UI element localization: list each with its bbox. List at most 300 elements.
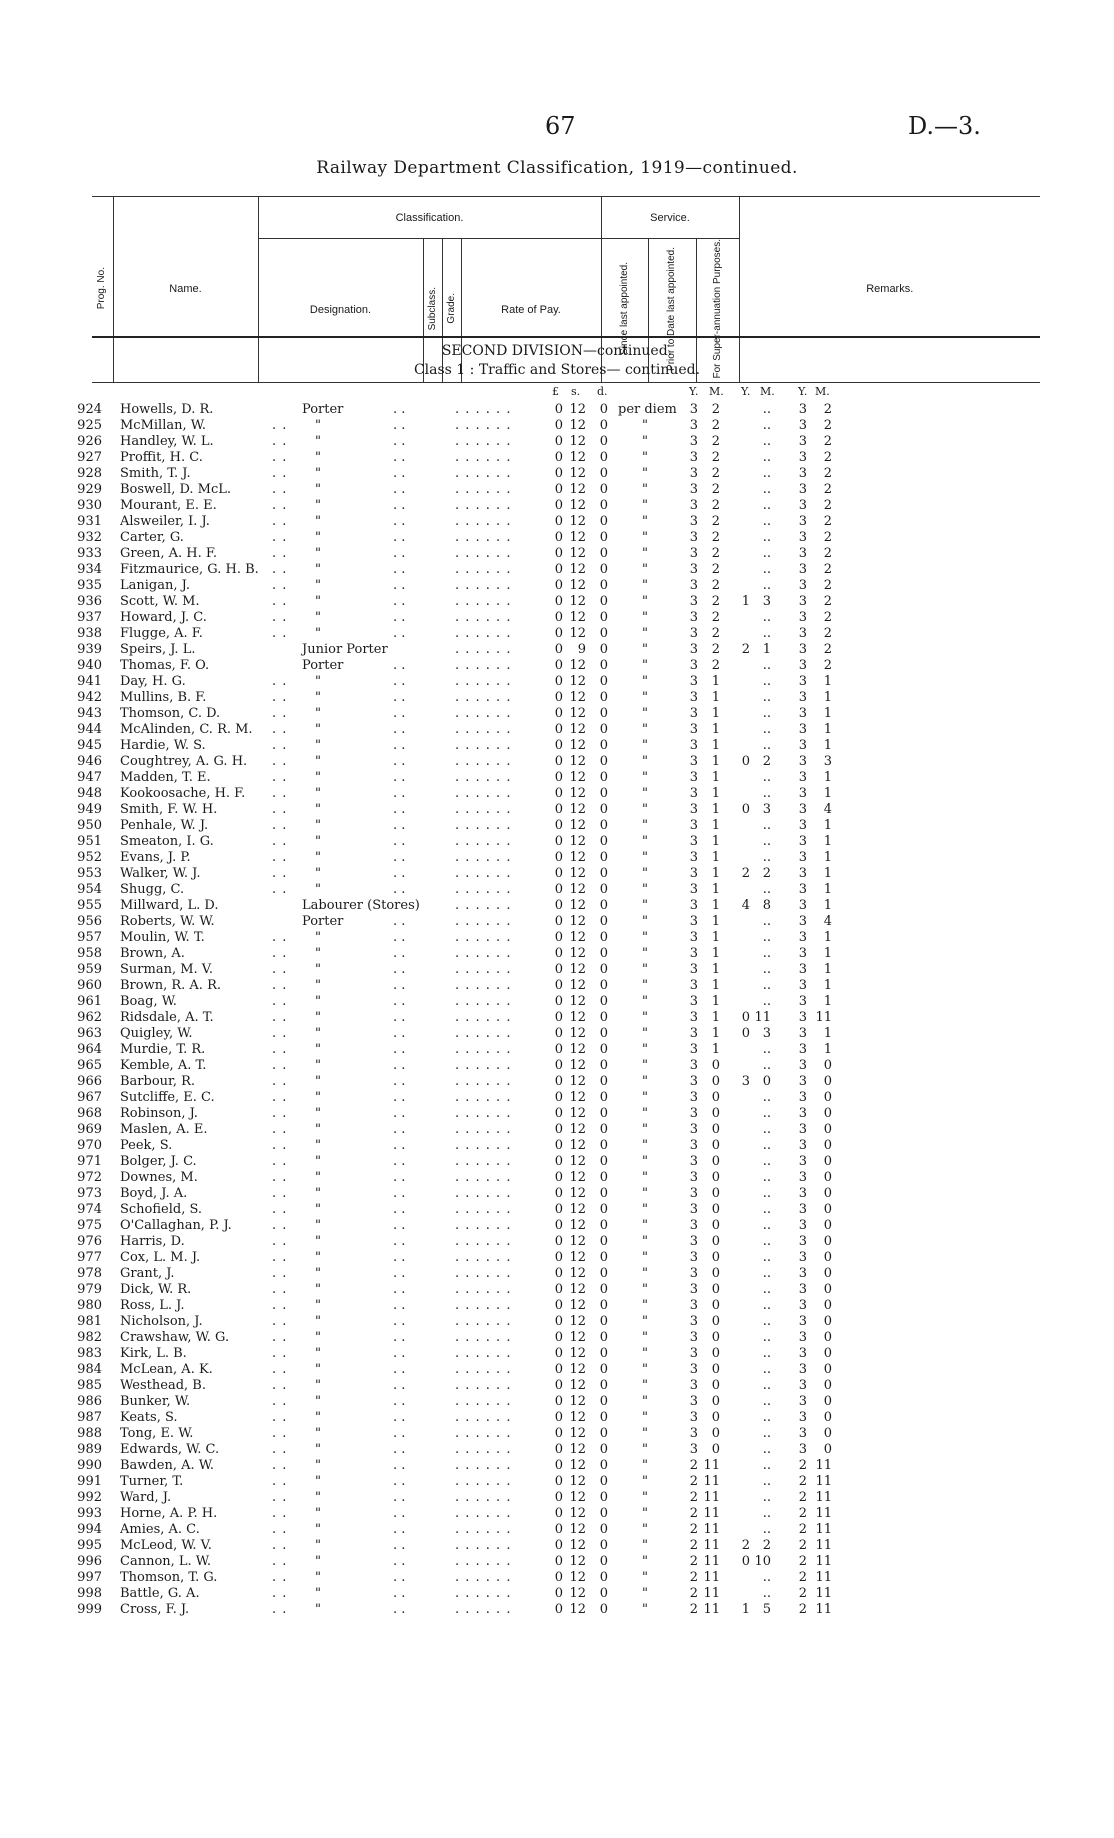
table-row	[0, 450, 1114, 466]
designation: "	[315, 498, 321, 513]
leader-dots: . .	[393, 434, 406, 449]
pay-pence: 0	[599, 514, 608, 529]
pay-pounds: 0	[554, 1298, 563, 1313]
prior-months: ..	[762, 1458, 771, 1473]
leader-dots: . .	[393, 706, 406, 721]
super-years: 2	[798, 1538, 807, 1553]
pay-pence: 0	[599, 770, 608, 785]
super-years: 3	[798, 1410, 807, 1425]
designation: "	[315, 578, 321, 593]
since-last-months: 11	[703, 1554, 720, 1569]
leader-dots: . .	[272, 1362, 288, 1377]
prior-months: 3	[762, 594, 771, 609]
super-months: 0	[823, 1090, 832, 1105]
leader-dots: . . . . . .	[455, 1426, 512, 1441]
prior-months: ..	[762, 1218, 771, 1233]
prog-no: 957	[77, 930, 102, 945]
pay-period: "	[642, 1570, 648, 1585]
remarks-header: Remarks.	[739, 197, 1040, 383]
leader-dots: . .	[393, 1026, 406, 1041]
leader-dots: . . . . . .	[455, 770, 512, 785]
designation: "	[315, 1410, 321, 1425]
prior-months: ..	[762, 658, 771, 673]
pay-pounds: 0	[554, 1506, 563, 1521]
leader-dots: . . . . . .	[455, 690, 512, 705]
leader-dots: . .	[272, 1506, 288, 1521]
designation: "	[315, 450, 321, 465]
since-last-years: 3	[689, 578, 698, 593]
leader-dots: . .	[272, 1586, 288, 1601]
prior-months: 11	[754, 1010, 771, 1025]
leader-dots: . . . . . .	[455, 1442, 512, 1457]
leader-dots: . . . . . .	[455, 834, 512, 849]
designation: "	[315, 1282, 321, 1297]
prog-no: 967	[77, 1090, 102, 1105]
since-last-years: 3	[689, 1042, 698, 1057]
since-last-months: 1	[711, 866, 720, 881]
since-last-months: 11	[703, 1522, 720, 1537]
table-row	[0, 1490, 1114, 1506]
since-last-months: 1	[711, 994, 720, 1009]
prior-months: ..	[762, 786, 771, 801]
leader-dots: . . . . . .	[455, 578, 512, 593]
leader-dots: . .	[393, 1570, 406, 1585]
pay-pence: 0	[599, 1282, 608, 1297]
staff-name: Edwards, W. C.	[120, 1442, 220, 1457]
table-row	[0, 1218, 1114, 1234]
pay-pence: 0	[599, 866, 608, 881]
leader-dots: . . . . . .	[455, 802, 512, 817]
pay-pounds: 0	[554, 978, 563, 993]
pay-pence: 0	[599, 802, 608, 817]
pay-period: "	[642, 1266, 648, 1281]
prog-no: 947	[77, 770, 102, 785]
prior-months: 3	[762, 1026, 771, 1041]
since-last-years: 3	[689, 882, 698, 897]
pay-period: "	[642, 450, 648, 465]
since-last-years: 3	[689, 994, 698, 1009]
prog-no: 995	[77, 1538, 102, 1553]
years-unit: Y.	[689, 385, 699, 398]
superannuation-header: For Super-annuation Purposes.	[696, 239, 739, 383]
super-years: 3	[798, 690, 807, 705]
designation-header: Designation.	[258, 239, 423, 383]
table-row	[0, 1314, 1114, 1330]
pay-period: "	[642, 1154, 648, 1169]
leader-dots: . .	[393, 514, 406, 529]
leader-dots: . . . . . .	[455, 1010, 512, 1025]
super-months: 0	[823, 1234, 832, 1249]
super-months: 1	[823, 898, 832, 913]
super-months: 2	[823, 610, 832, 625]
super-months: 1	[823, 674, 832, 689]
pay-shillings: 12	[569, 898, 586, 913]
leader-dots: . . . . . .	[455, 786, 512, 801]
service-header: Service.	[601, 197, 739, 239]
staff-name: Ross, L. J.	[120, 1298, 185, 1313]
table-row	[0, 1362, 1114, 1378]
pay-pence: 0	[599, 1394, 608, 1409]
super-years: 3	[798, 626, 807, 641]
prior-months: ..	[762, 450, 771, 465]
super-months: 0	[823, 1346, 832, 1361]
pay-shillings: 12	[569, 962, 586, 977]
pay-pence: 0	[599, 978, 608, 993]
since-last-years: 3	[689, 1154, 698, 1169]
leader-dots: . .	[393, 1346, 406, 1361]
pay-pounds: 0	[554, 1266, 563, 1281]
super-months: 3	[823, 754, 832, 769]
since-last-months: 11	[703, 1570, 720, 1585]
staff-name: Millward, L. D.	[120, 898, 219, 913]
since-last-months: 1	[711, 738, 720, 753]
prior-months: ..	[762, 1170, 771, 1185]
since-last-months: 0	[711, 1298, 720, 1313]
since-last-months: 0	[711, 1314, 720, 1329]
super-years: 3	[798, 882, 807, 897]
super-years: 3	[798, 1282, 807, 1297]
pay-shillings: 12	[569, 1554, 586, 1569]
super-years: 3	[798, 1442, 807, 1457]
prog-no: 972	[77, 1170, 102, 1185]
super-years: 2	[798, 1586, 807, 1601]
prior-months: ..	[762, 882, 771, 897]
super-months: 1	[823, 770, 832, 785]
designation: "	[315, 1234, 321, 1249]
super-years: 2	[798, 1458, 807, 1473]
staff-name: Keats, S.	[120, 1410, 178, 1425]
pay-period: "	[642, 562, 648, 577]
leader-dots: . .	[393, 1522, 406, 1537]
pay-shillings: 12	[569, 1026, 586, 1041]
prior-months: ..	[762, 466, 771, 481]
prog-no: 941	[77, 674, 102, 689]
designation: "	[315, 1042, 321, 1057]
super-years: 3	[798, 1122, 807, 1137]
pay-pence: 0	[599, 1298, 608, 1313]
prior-months: ..	[762, 1282, 771, 1297]
leader-dots: . .	[272, 1026, 288, 1041]
pay-pence: 0	[599, 1602, 608, 1617]
leader-dots: . .	[272, 1426, 288, 1441]
leader-dots: . .	[393, 770, 406, 785]
since-last-months: 1	[711, 706, 720, 721]
pay-pounds: 0	[554, 1586, 563, 1601]
pay-pounds: 0	[554, 1058, 563, 1073]
since-last-months: 11	[703, 1458, 720, 1473]
pay-pence: 0	[599, 786, 608, 801]
pay-period: "	[642, 1026, 648, 1041]
since-last-years: 3	[689, 1090, 698, 1105]
prog-no: 985	[77, 1378, 102, 1393]
super-years: 3	[798, 402, 807, 417]
leader-dots: . . . . . .	[455, 706, 512, 721]
designation: "	[315, 482, 321, 497]
super-years: 3	[798, 1362, 807, 1377]
pay-period: "	[642, 962, 648, 977]
staff-name: Thomson, T. G.	[120, 1570, 218, 1585]
designation: "	[315, 1186, 321, 1201]
leader-dots: . .	[393, 1154, 406, 1169]
super-months: 0	[823, 1378, 832, 1393]
super-months: 0	[823, 1138, 832, 1153]
prior-months: ..	[762, 1506, 771, 1521]
leader-dots: . .	[393, 658, 406, 673]
designation: "	[315, 1010, 321, 1025]
super-years: 3	[798, 482, 807, 497]
since-last-months: 11	[703, 1602, 720, 1617]
pay-pounds: 0	[554, 962, 563, 977]
super-months: 2	[823, 498, 832, 513]
designation: "	[315, 770, 321, 785]
leader-dots: . .	[393, 626, 406, 641]
pay-period: "	[642, 1282, 648, 1297]
pay-pounds: 0	[554, 1602, 563, 1617]
staff-name: Amies, A. C.	[120, 1522, 200, 1537]
staff-name: Turner, T.	[120, 1474, 184, 1489]
since-last-months: 1	[711, 962, 720, 977]
staff-name: Fitzmaurice, G. H. B.	[120, 562, 259, 577]
super-months: 1	[823, 738, 832, 753]
staff-name: Roberts, W. W.	[120, 914, 215, 929]
leader-dots: . .	[393, 1250, 406, 1265]
super-months: 1	[823, 1026, 832, 1041]
pay-shillings: 12	[569, 1282, 586, 1297]
prior-months: 2	[762, 1538, 771, 1553]
prog-no: 962	[77, 1010, 102, 1025]
super-months: 1	[823, 690, 832, 705]
since-last-years: 3	[689, 850, 698, 865]
super-years: 3	[798, 1250, 807, 1265]
leader-dots: . . . . . .	[455, 914, 512, 929]
prior-months: ..	[762, 994, 771, 1009]
staff-name: Alsweiler, I. J.	[120, 514, 210, 529]
since-last-years: 3	[689, 898, 698, 913]
leader-dots: . . . . . .	[455, 1154, 512, 1169]
pay-period: "	[642, 1138, 648, 1153]
pay-pounds: 0	[554, 530, 563, 545]
designation: "	[315, 546, 321, 561]
pay-pounds: 0	[554, 994, 563, 1009]
pay-pounds: 0	[554, 610, 563, 625]
pay-pence: 0	[599, 434, 608, 449]
since-last-months: 11	[703, 1490, 720, 1505]
since-last-years: 3	[689, 866, 698, 881]
pay-period: "	[642, 1474, 648, 1489]
since-last-months: 11	[703, 1474, 720, 1489]
prog-no: 955	[77, 898, 102, 913]
leader-dots: . .	[272, 626, 288, 641]
prog-no: 943	[77, 706, 102, 721]
designation: "	[315, 866, 321, 881]
since-last-months: 0	[711, 1330, 720, 1345]
prior-years: 2	[741, 642, 750, 657]
months-unit: M.	[709, 385, 724, 398]
leader-dots: . .	[393, 738, 406, 753]
prior-months: ..	[762, 562, 771, 577]
staff-name: Surman, M. V.	[120, 962, 214, 977]
table-row	[0, 866, 1114, 882]
pay-shillings: 12	[569, 594, 586, 609]
leader-dots: . .	[393, 1442, 406, 1457]
pay-period: "	[642, 690, 648, 705]
prog-no: 956	[77, 914, 102, 929]
pay-period: "	[642, 642, 648, 657]
super-months: 1	[823, 850, 832, 865]
table-row	[0, 738, 1114, 754]
table-row	[0, 1330, 1114, 1346]
super-years: 3	[798, 1026, 807, 1041]
designation: "	[315, 818, 321, 833]
pay-period: "	[642, 578, 648, 593]
leader-dots: . .	[393, 1490, 406, 1505]
pay-pounds: 0	[554, 914, 563, 929]
leader-dots: . .	[272, 1138, 288, 1153]
prior-months: ..	[762, 530, 771, 545]
table-row	[0, 1298, 1114, 1314]
super-years: 3	[798, 642, 807, 657]
table-row	[0, 658, 1114, 674]
staff-name: Sutcliffe, E. C.	[120, 1090, 215, 1105]
leader-dots: . .	[272, 1122, 288, 1137]
pay-pounds: 0	[554, 1234, 563, 1249]
since-last-months: 1	[711, 946, 720, 961]
designation: "	[315, 1538, 321, 1553]
super-months: 1	[823, 946, 832, 961]
since-last-months: 1	[711, 978, 720, 993]
staff-name: Ward, J.	[120, 1490, 172, 1505]
since-last-months: 11	[703, 1506, 720, 1521]
prog-no: 924	[77, 402, 102, 417]
leader-dots: . .	[272, 1090, 288, 1105]
pay-pence: 0	[599, 1458, 608, 1473]
prior-months: 10	[754, 1554, 771, 1569]
leader-dots: . . . . . .	[455, 1330, 512, 1345]
prog-no: 986	[77, 1394, 102, 1409]
pay-shillings: 12	[569, 994, 586, 1009]
prog-no: 963	[77, 1026, 102, 1041]
super-months: 0	[823, 1186, 832, 1201]
leader-dots: . .	[393, 1138, 406, 1153]
prog-no: 996	[77, 1554, 102, 1569]
super-years: 3	[798, 1138, 807, 1153]
pay-period: "	[642, 802, 648, 817]
pay-period: "	[642, 1170, 648, 1185]
leader-dots: . .	[272, 1202, 288, 1217]
pay-period: "	[642, 1122, 648, 1137]
since-last-months: 0	[711, 1106, 720, 1121]
pay-pounds: 0	[554, 722, 563, 737]
super-months: 2	[823, 402, 832, 417]
prior-months: 1	[762, 642, 771, 657]
pay-pounds: 0	[554, 626, 563, 641]
prog-no: 966	[77, 1074, 102, 1089]
pay-pence: 0	[599, 850, 608, 865]
leader-dots: . . . . . .	[455, 1250, 512, 1265]
super-months: 11	[815, 1602, 832, 1617]
leader-dots: . .	[393, 802, 406, 817]
staff-name: Quigley, W.	[120, 1026, 193, 1041]
prog-no: 952	[77, 850, 102, 865]
table-row	[0, 1122, 1114, 1138]
since-last-years: 3	[689, 1202, 698, 1217]
leader-dots: . .	[393, 1426, 406, 1441]
leader-dots: . . . . . .	[455, 754, 512, 769]
super-years: 3	[798, 1330, 807, 1345]
leader-dots: . .	[393, 754, 406, 769]
designation: "	[315, 1106, 321, 1121]
designation: "	[315, 1298, 321, 1313]
staff-name: Mullins, B. F.	[120, 690, 207, 705]
since-last-years: 3	[689, 1442, 698, 1457]
designation: "	[315, 690, 321, 705]
super-years: 3	[798, 754, 807, 769]
leader-dots: . .	[393, 786, 406, 801]
pay-pounds: 0	[554, 866, 563, 881]
staff-name: Bunker, W.	[120, 1394, 191, 1409]
prog-no: 974	[77, 1202, 102, 1217]
super-months: 2	[823, 434, 832, 449]
pay-pence: 0	[599, 1570, 608, 1585]
super-months: 2	[823, 626, 832, 641]
staff-name: Lanigan, J.	[120, 578, 190, 593]
super-months: 11	[815, 1010, 832, 1025]
super-years: 3	[798, 1074, 807, 1089]
prior-years: 4	[741, 898, 750, 913]
prior-months: 2	[762, 866, 771, 881]
pay-pence: 0	[599, 1234, 608, 1249]
prior-months: ..	[762, 434, 771, 449]
leader-dots: . . . . . .	[455, 1522, 512, 1537]
pay-pence: 0	[599, 1186, 608, 1201]
pay-pence: 0	[599, 1202, 608, 1217]
staff-name: Flugge, A. F.	[120, 626, 203, 641]
pay-period: "	[642, 930, 648, 945]
document-reference: D.—3.	[908, 112, 981, 140]
super-years: 3	[798, 1234, 807, 1249]
pay-pounds: 0	[554, 818, 563, 833]
table-row	[0, 642, 1114, 658]
leader-dots: . .	[393, 578, 406, 593]
prog-no: 959	[77, 962, 102, 977]
prog-no: 982	[77, 1330, 102, 1345]
super-years: 3	[798, 562, 807, 577]
prog-no: 971	[77, 1154, 102, 1169]
pay-period: "	[642, 1426, 648, 1441]
staff-name: Walker, W. J.	[120, 866, 201, 881]
designation: "	[315, 514, 321, 529]
prog-no: 978	[77, 1266, 102, 1281]
pay-pence: 0	[599, 674, 608, 689]
super-months: 0	[823, 1362, 832, 1377]
staff-name: Nicholson, J.	[120, 1314, 203, 1329]
staff-name: Madden, T. E.	[120, 770, 211, 785]
designation: "	[315, 834, 321, 849]
prior-years: 0	[741, 754, 750, 769]
leader-dots: . .	[272, 1378, 288, 1393]
since-last-years: 3	[689, 1186, 698, 1201]
table-row	[0, 530, 1114, 546]
pay-pounds: 0	[554, 1570, 563, 1585]
pay-pounds: 0	[554, 1138, 563, 1153]
since-last-months: 11	[703, 1586, 720, 1601]
pay-period: "	[642, 1490, 648, 1505]
pay-shillings: 12	[569, 450, 586, 465]
pay-pounds: 0	[554, 1410, 563, 1425]
prog-no: 968	[77, 1106, 102, 1121]
since-last-months: 2	[711, 594, 720, 609]
prior-months: ..	[762, 1426, 771, 1441]
